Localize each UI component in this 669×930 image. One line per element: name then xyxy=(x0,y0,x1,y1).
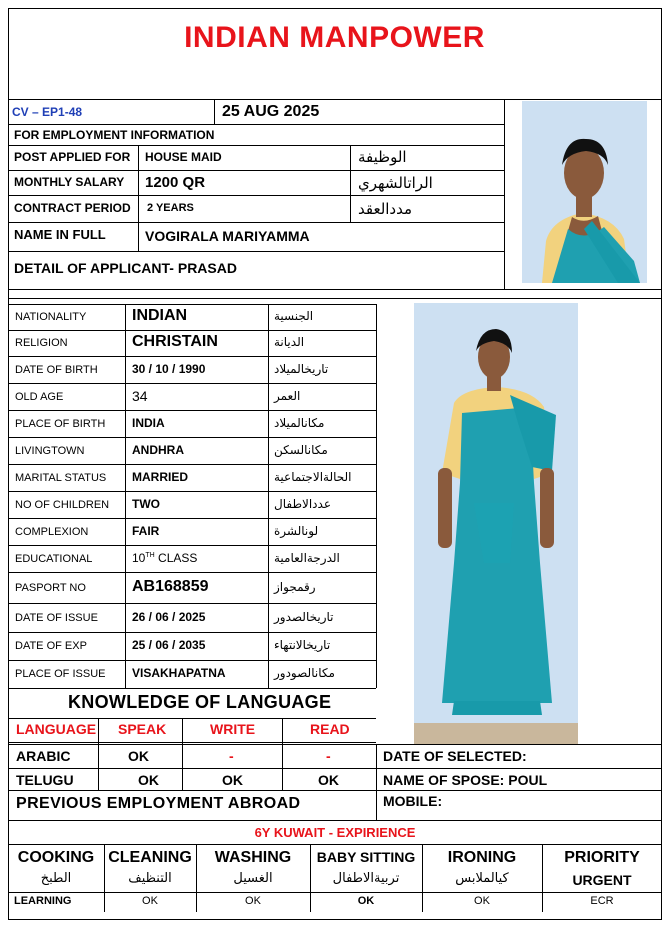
skills-row-label: LEARNING xyxy=(14,895,72,907)
lang-telugu-write: OK xyxy=(222,772,243,788)
detail-label-10: EDUCATIONAL xyxy=(15,552,93,565)
detail-label-6: LIVINGTOWN xyxy=(15,444,85,457)
detail-arabic-10: الدرجةالعامية xyxy=(274,550,340,565)
detail-value-14: VISAKHAPATNA xyxy=(132,666,226,680)
skill-header-4: BABY SITTING xyxy=(316,849,416,865)
cv-code: CV – EP1-48 xyxy=(12,105,83,119)
detail-arabic-12: تاريخالصدور xyxy=(274,609,334,624)
contract-value: 2 YEARS xyxy=(147,202,194,214)
lang-header-write: WRITE xyxy=(210,721,256,737)
detail-label-14: PLACE OF ISSUE xyxy=(15,668,106,680)
detail-value-2: CHRISTAIN xyxy=(132,333,218,350)
post-arabic: الوظيفة xyxy=(358,148,407,166)
name-of-spouse: NAME OF SPOSE: POUL xyxy=(383,772,548,788)
lang-telugu-speak: OK xyxy=(138,772,159,788)
skill-arabic-2: التنظيف xyxy=(128,871,172,886)
applicant-portrait-photo xyxy=(522,101,647,283)
language-section-title: KNOWLEDGE OF LANGUAGE xyxy=(68,692,332,712)
detail-arabic-5: مكانالميلاد xyxy=(274,415,325,430)
detail-arabic-6: مكانالسكن xyxy=(274,442,328,457)
lang-header-language: LANGUAGE xyxy=(16,721,97,737)
detail-label-11: PASPORT NO xyxy=(15,581,86,594)
salary-arabic: الراتالشهري xyxy=(358,174,433,192)
post-label: POST APPLIED FOR xyxy=(14,150,131,164)
priority-value: URGENT xyxy=(572,872,632,888)
skill-header-5: IRONING xyxy=(447,849,517,866)
skill-value-4: OK xyxy=(474,895,490,907)
post-value: HOUSE MAID xyxy=(145,150,222,164)
skill-header-1: COOKING xyxy=(17,849,95,866)
salary-value: 1200 QR xyxy=(145,174,206,191)
detail-value-7: MARRIED xyxy=(132,469,188,484)
lang-arabic-speak: OK xyxy=(128,748,149,764)
name-label: NAME IN FULL xyxy=(14,227,106,242)
skill-value-3: OK xyxy=(357,895,375,907)
skill-value-2: OK xyxy=(245,895,261,907)
detail-value-1: INDIAN xyxy=(132,307,188,324)
applicant-full-photo xyxy=(414,303,578,744)
page-title: INDIAN MANPOWER xyxy=(184,21,485,54)
education-value-suffix: TH xyxy=(145,551,155,559)
skill-value-5: ECR xyxy=(590,895,614,907)
salary-label: MONTHLY SALARY xyxy=(14,175,125,189)
skill-arabic-1: الطبخ xyxy=(40,871,72,886)
detail-arabic-9: لونالشرة xyxy=(274,523,319,538)
cv-date: 25 AUG 2025 xyxy=(222,103,320,120)
detail-value-12: 26 / 06 / 2025 xyxy=(132,609,206,624)
detail-value-5: INDIA xyxy=(132,415,165,430)
skill-header-6: PRIORITY xyxy=(564,849,640,866)
skill-arabic-3: الغسيل xyxy=(233,871,273,886)
detail-value-8: TWO xyxy=(132,496,160,511)
detail-arabic-3: تاريخالميلاد xyxy=(274,361,329,376)
detail-value-10 xyxy=(132,552,197,564)
detail-label-13: DATE OF EXP xyxy=(15,640,87,652)
contract-label: CONTRACT PERIOD xyxy=(14,201,131,215)
detail-value-13: 25 / 06 / 2035 xyxy=(132,638,206,652)
lang-row-telugu: TELUGU xyxy=(16,772,74,788)
detail-label-12: DATE OF ISSUE xyxy=(15,611,98,624)
skill-header-3: WASHING xyxy=(214,849,292,866)
detail-arabic-13: تاريخالانتهاء xyxy=(274,638,331,652)
skill-arabic-5: كيالملابس xyxy=(455,871,509,886)
detail-value-3: 30 / 10 / 1990 xyxy=(132,361,206,376)
detail-arabic-11: رقمجواز xyxy=(274,579,316,594)
detail-arabic-7: الحالةالاجتماعية xyxy=(274,469,352,484)
detail-value-4: 34 xyxy=(132,387,148,404)
detail-arabic-1: الجنسية xyxy=(274,309,314,323)
date-of-selected: DATE OF SELECTED: xyxy=(383,748,527,764)
detail-label-1: NATIONALITY xyxy=(15,311,87,323)
detail-of-applicant: DETAIL OF APPLICANT- PRASAD xyxy=(14,260,237,276)
detail-label-8: NO OF CHILDREN xyxy=(15,498,110,511)
detail-label-2: RELIGION xyxy=(15,337,68,349)
detail-arabic-2: الديانة xyxy=(274,335,305,349)
lang-telugu-read: OK xyxy=(318,772,339,788)
lang-row-arabic: ARABIC xyxy=(16,748,71,764)
detail-label-4: OLD AGE xyxy=(15,390,64,403)
skill-arabic-4: تربيةالاطفال xyxy=(332,871,400,886)
detail-value-9: FAIR xyxy=(132,523,160,538)
detail-label-7: MARITAL STATUS xyxy=(15,471,107,484)
detail-arabic-8: عددالاطفال xyxy=(274,496,331,511)
detail-value-6: ANDHRA xyxy=(132,442,184,457)
detail-arabic-4: العمر xyxy=(274,388,301,403)
contract-arabic: مددالعقد xyxy=(358,200,413,218)
detail-value-11: AB168859 xyxy=(132,577,209,595)
education-value-number: 10 xyxy=(132,550,146,565)
detail-label-5: PLACE OF BIRTH xyxy=(15,417,106,430)
detail-label-9: COMPLEXION xyxy=(15,525,89,538)
lang-arabic-read: - xyxy=(326,748,331,764)
previous-employment-title: PREVIOUS EMPLOYMENT ABROAD xyxy=(16,795,301,812)
lang-header-read: READ xyxy=(310,721,350,737)
detail-arabic-14: مكانالصودور xyxy=(274,666,335,680)
lang-arabic-write: - xyxy=(229,748,234,764)
skill-header-2: CLEANING xyxy=(108,849,192,866)
mobile-label: MOBILE: xyxy=(383,793,443,809)
employment-info-label: FOR EMPLOYMENT INFORMATION xyxy=(14,128,215,142)
skill-value-1: OK xyxy=(142,895,158,907)
experience-value: 6Y KUWAIT - EXPIRIENCE xyxy=(254,825,416,840)
education-value-rest: CLASS xyxy=(154,550,198,565)
detail-label-3: DATE OF BIRTH xyxy=(15,363,98,376)
lang-header-speak: SPEAK xyxy=(118,721,167,737)
name-value: VOGIRALA MARIYAMMA xyxy=(145,228,310,244)
